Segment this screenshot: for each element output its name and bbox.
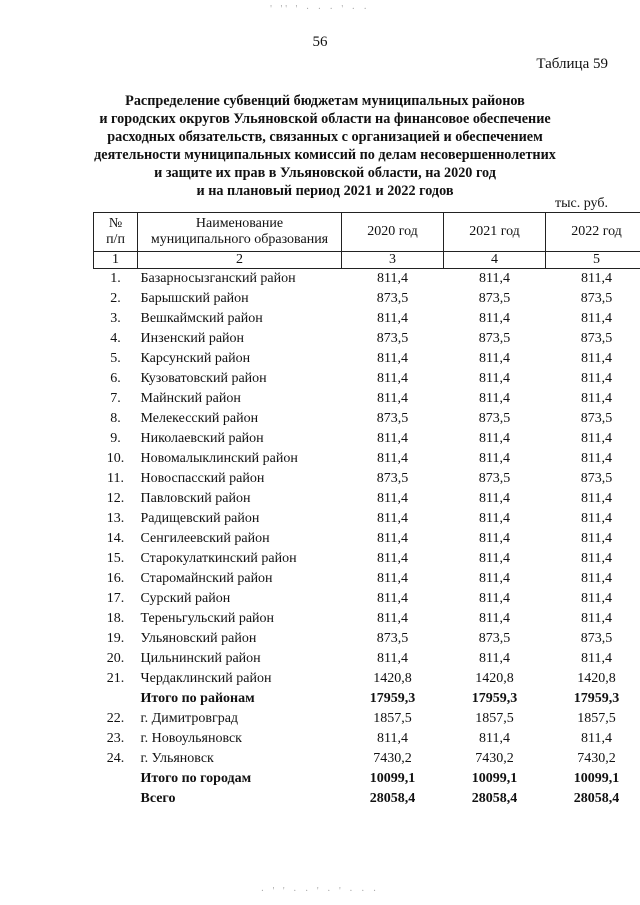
value-2022: 811,4 xyxy=(581,391,612,406)
table-row xyxy=(94,549,640,569)
value-2021: 811,4 xyxy=(479,451,510,466)
value-2021: 28058,4 xyxy=(471,791,518,806)
table-row xyxy=(94,389,640,409)
value-2022: 873,5 xyxy=(580,631,613,646)
table-row xyxy=(94,369,640,389)
value-2021: 10099,1 xyxy=(471,771,518,786)
value-2022: 811,4 xyxy=(581,311,612,326)
column-number: 5 xyxy=(546,252,640,269)
municipality-name: Кузоватовский район xyxy=(140,371,267,386)
row-number: 14. xyxy=(106,531,125,546)
value-2020: 811,4 xyxy=(377,531,408,546)
page-number: 56 xyxy=(312,34,328,50)
municipality-name: Старокулаткинский район xyxy=(140,551,297,566)
value-2022: 811,4 xyxy=(581,271,612,286)
value-2022: 1857,5 xyxy=(577,711,616,726)
value-2022: 811,4 xyxy=(581,531,612,546)
subvention-table xyxy=(93,212,640,809)
value-2022: 873,5 xyxy=(580,471,613,486)
value-2022: 811,4 xyxy=(581,591,612,606)
row-number: 8. xyxy=(110,411,121,426)
table-row xyxy=(94,489,640,509)
municipality-name: г. Ульяновск xyxy=(140,751,214,766)
title-line: и защите их прав в Ульяновской области, на 2020 год xyxy=(154,165,496,181)
table-row xyxy=(94,649,640,669)
row-number: 7. xyxy=(110,391,121,406)
row-number: 15. xyxy=(106,551,125,566)
column-number: 1 xyxy=(94,252,138,269)
table-row xyxy=(94,309,640,329)
value-2021: 1420,8 xyxy=(475,671,514,686)
row-number: 4. xyxy=(110,331,121,346)
value-2021: 7430,2 xyxy=(475,751,514,766)
value-2020: 811,4 xyxy=(377,591,408,606)
row-number: 3. xyxy=(110,311,121,326)
column-number: 3 xyxy=(342,252,444,269)
municipality-name: Николаевский район xyxy=(140,431,264,446)
municipality-name: Инзенский район xyxy=(140,331,245,346)
value-2022: 811,4 xyxy=(581,371,612,386)
municipality-name: Радищевский район xyxy=(140,511,260,526)
row-number: 23. xyxy=(106,731,125,746)
value-2020: 28058,4 xyxy=(369,791,416,806)
scan-marks-bottom: · ' ' · · ' · ' · · · xyxy=(260,886,380,897)
value-2020: 811,4 xyxy=(377,371,408,386)
header-num-line2: п/п xyxy=(106,232,125,247)
municipality-name: г. Димитровград xyxy=(140,711,239,726)
header-2020: 2020 год xyxy=(342,213,444,252)
value-2022: 811,4 xyxy=(581,351,612,366)
row-number: 24. xyxy=(106,751,125,766)
value-2020: 873,5 xyxy=(376,331,409,346)
value-2021: 873,5 xyxy=(478,331,511,346)
value-2021: 873,5 xyxy=(478,291,511,306)
header-name xyxy=(138,213,342,252)
row-number: 11. xyxy=(107,471,124,486)
value-2021: 811,4 xyxy=(479,571,510,586)
row-number: 20. xyxy=(106,651,125,666)
value-2022: 873,5 xyxy=(580,331,613,346)
value-2020: 811,4 xyxy=(377,611,408,626)
row-number: 19. xyxy=(106,631,125,646)
row-number: 5. xyxy=(110,351,121,366)
title-line: Распределение субвенций бюджетам муниципальных районов xyxy=(125,93,525,109)
value-2022: 811,4 xyxy=(581,551,612,566)
row-number: 16. xyxy=(106,571,125,586)
value-2022: 811,4 xyxy=(581,731,612,746)
value-2021: 811,4 xyxy=(479,651,510,666)
title-line: и на плановый период 2021 и 2022 годов xyxy=(196,183,454,199)
table-label: Таблица 59 xyxy=(536,56,608,72)
row-number: 21. xyxy=(106,671,125,686)
document-title xyxy=(70,92,580,200)
value-2020: 811,4 xyxy=(377,351,408,366)
table-row xyxy=(94,749,640,769)
row-number: 1. xyxy=(110,271,121,286)
row-number: 9. xyxy=(110,431,121,446)
value-2022: 1420,8 xyxy=(577,671,616,686)
table-row xyxy=(94,509,640,529)
value-2021: 811,4 xyxy=(479,311,510,326)
column-numbers-row xyxy=(94,252,640,269)
municipality-name: Сурский район xyxy=(140,591,231,606)
value-2020: 811,4 xyxy=(377,311,408,326)
value-2020: 873,5 xyxy=(376,291,409,306)
value-2022: 873,5 xyxy=(580,411,613,426)
municipality-name: Павловский район xyxy=(140,491,251,506)
value-2021: 811,4 xyxy=(479,511,510,526)
table-row xyxy=(94,729,640,749)
units-label: тыс. руб. xyxy=(555,196,608,211)
value-2021: 811,4 xyxy=(479,271,510,286)
value-2020: 873,5 xyxy=(376,631,409,646)
value-2022: 811,4 xyxy=(581,431,612,446)
row-number: 18. xyxy=(106,611,125,626)
header-num xyxy=(94,213,138,252)
value-2020: 1420,8 xyxy=(373,671,412,686)
value-2021: 811,4 xyxy=(479,371,510,386)
value-2020: 7430,2 xyxy=(373,751,412,766)
table-row xyxy=(94,529,640,549)
value-2021: 811,4 xyxy=(479,391,510,406)
row-number: 2. xyxy=(110,291,121,306)
header-name-line2: муниципального образования xyxy=(150,232,329,247)
value-2020: 811,4 xyxy=(377,651,408,666)
table-row xyxy=(94,409,640,429)
value-2020: 17959,3 xyxy=(369,691,416,706)
table-body xyxy=(94,269,640,810)
value-2020: 1857,5 xyxy=(373,711,412,726)
value-2020: 873,5 xyxy=(376,471,409,486)
value-2022: 811,4 xyxy=(581,511,612,526)
table-row xyxy=(94,629,640,649)
table-row xyxy=(94,589,640,609)
value-2020: 811,4 xyxy=(377,271,408,286)
value-2021: 811,4 xyxy=(479,351,510,366)
column-number: 2 xyxy=(138,252,342,269)
value-2020: 811,4 xyxy=(377,511,408,526)
municipality-name: Новоспасский район xyxy=(140,471,265,486)
value-2021: 811,4 xyxy=(479,431,510,446)
value-2020: 811,4 xyxy=(377,391,408,406)
municipality-name: Мелекесский район xyxy=(140,411,259,426)
total-row xyxy=(94,769,640,789)
municipality-name: Майнский район xyxy=(140,391,241,406)
value-2021: 873,5 xyxy=(478,411,511,426)
row-number: 22. xyxy=(106,711,125,726)
row-number: 17. xyxy=(106,591,125,606)
municipality-name: Итого по районам xyxy=(140,691,255,706)
table-row xyxy=(94,449,640,469)
municipality-name: Базарносызганский район xyxy=(140,271,296,286)
value-2022: 873,5 xyxy=(580,291,613,306)
municipality-name: Сенгилеевский район xyxy=(140,531,270,546)
table-row xyxy=(94,349,640,369)
header-2022: 2022 год xyxy=(546,213,640,252)
table-row xyxy=(94,669,640,689)
municipality-name: Итого по городам xyxy=(140,771,252,786)
row-number xyxy=(94,689,138,709)
table-row xyxy=(94,709,640,729)
table-row xyxy=(94,469,640,489)
title-line: и городских округов Ульяновской области на финансовое обеспечение xyxy=(99,111,551,127)
municipality-name: Тереньгульский район xyxy=(140,611,275,626)
row-number xyxy=(94,789,138,809)
column-number: 4 xyxy=(444,252,546,269)
municipality-name: г. Новоульяновск xyxy=(140,731,242,746)
header-name-line1: Наименование xyxy=(195,216,284,231)
value-2021: 873,5 xyxy=(478,471,511,486)
municipality-name: Старомайнский район xyxy=(140,571,273,586)
value-2021: 811,4 xyxy=(479,611,510,626)
value-2022: 811,4 xyxy=(581,451,612,466)
value-2020: 811,4 xyxy=(377,451,408,466)
row-number: 10. xyxy=(106,451,125,466)
value-2022: 17959,3 xyxy=(573,691,620,706)
value-2022: 28058,4 xyxy=(573,791,620,806)
municipality-name: Ульяновский район xyxy=(140,631,257,646)
municipality-name: Всего xyxy=(140,791,176,806)
value-2021: 811,4 xyxy=(479,551,510,566)
table-row xyxy=(94,269,640,290)
value-2020: 811,4 xyxy=(377,731,408,746)
value-2021: 811,4 xyxy=(479,591,510,606)
value-2020: 811,4 xyxy=(377,431,408,446)
value-2021: 811,4 xyxy=(479,491,510,506)
value-2021: 17959,3 xyxy=(471,691,518,706)
total-row xyxy=(94,689,640,709)
value-2022: 811,4 xyxy=(581,651,612,666)
row-number: 13. xyxy=(106,511,125,526)
scan-marks-top: ' '' ' · · · ' · · xyxy=(270,4,370,15)
row-number: 12. xyxy=(106,491,125,506)
municipality-name: Карсунский район xyxy=(140,351,251,366)
header-row xyxy=(94,213,640,252)
value-2022: 811,4 xyxy=(581,491,612,506)
header-2021: 2021 год xyxy=(444,213,546,252)
value-2022: 10099,1 xyxy=(573,771,620,786)
table-row xyxy=(94,429,640,449)
value-2020: 811,4 xyxy=(377,551,408,566)
municipality-name: Барышский район xyxy=(140,291,249,306)
total-row xyxy=(94,789,640,809)
municipality-name: Вешкаймский район xyxy=(140,311,263,326)
value-2022: 7430,2 xyxy=(577,751,616,766)
value-2020: 873,5 xyxy=(376,411,409,426)
row-number xyxy=(94,769,138,789)
value-2022: 811,4 xyxy=(581,611,612,626)
value-2020: 811,4 xyxy=(377,491,408,506)
table-row xyxy=(94,609,640,629)
title-line: деятельности муниципальных комиссий по делам несовершеннолетних xyxy=(94,147,556,163)
value-2020: 811,4 xyxy=(377,571,408,586)
table-row xyxy=(94,569,640,589)
value-2020: 10099,1 xyxy=(369,771,416,786)
table-row xyxy=(94,329,640,349)
table-row xyxy=(94,289,640,309)
value-2021: 811,4 xyxy=(479,731,510,746)
value-2021: 873,5 xyxy=(478,631,511,646)
municipality-name: Цильнинский район xyxy=(140,651,261,666)
header-num-line1: № xyxy=(108,216,123,231)
title-line: расходных обязательств, связанных с организацией и обеспечением xyxy=(107,129,543,145)
value-2021: 1857,5 xyxy=(475,711,514,726)
row-number: 6. xyxy=(110,371,121,386)
municipality-name: Чердаклинский район xyxy=(140,671,272,686)
value-2022: 811,4 xyxy=(581,571,612,586)
value-2021: 811,4 xyxy=(479,531,510,546)
municipality-name: Новомалыклинский район xyxy=(140,451,298,466)
